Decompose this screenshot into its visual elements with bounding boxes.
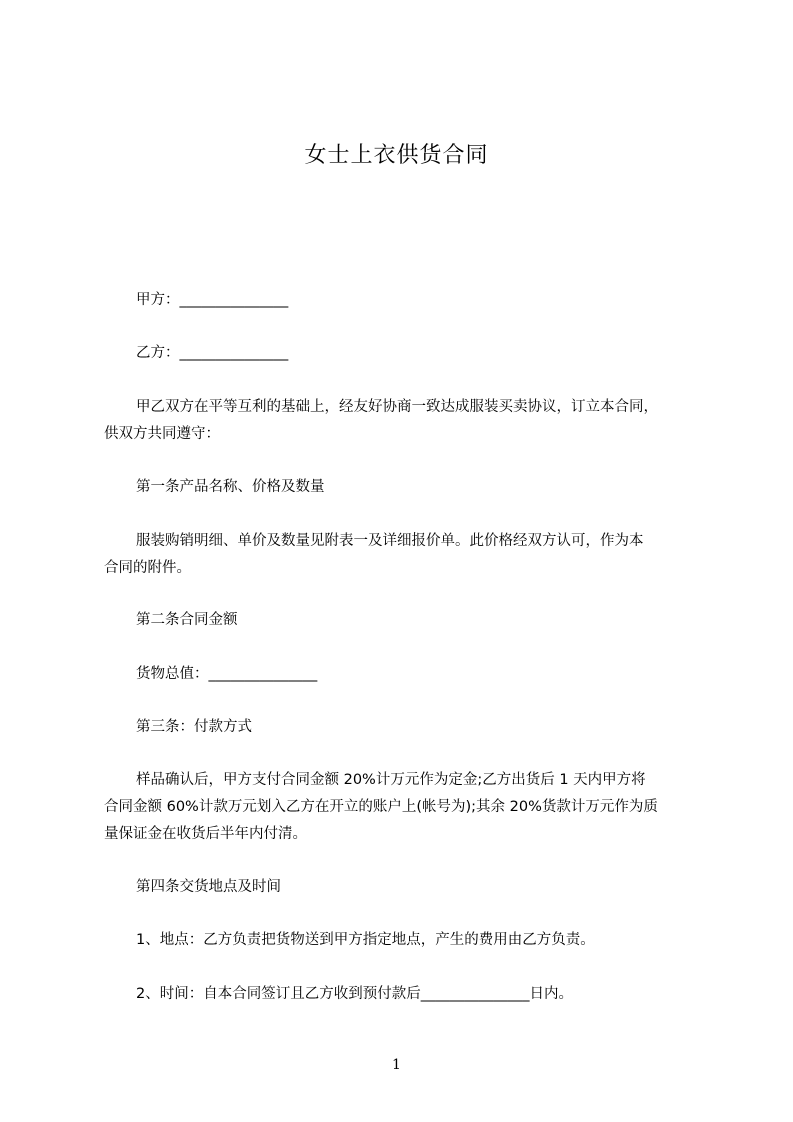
article-3-heading: 第三条：付款方式 — [136, 719, 252, 735]
intro-paragraph-line-2: 供双方共同遵守： — [104, 426, 220, 442]
article-4-heading: 第四条交货地点及时间 — [136, 879, 281, 895]
total-value-line: 货物总值：_______________ — [136, 666, 318, 682]
article-1-heading: 第一条产品名称、价格及数量 — [136, 479, 325, 495]
party-b-line: 乙方：_______________ — [136, 345, 289, 361]
party-a-line: 甲方：_______________ — [136, 292, 289, 308]
delivery-location-item: 1、地点：乙方负责把货物送到甲方指定地点，产生的费用由乙方负责。 — [136, 932, 595, 948]
article-3-body-line-3: 量保证金在收货后半年内付清。 — [104, 826, 307, 842]
article-1-body-line-2: 合同的附件。 — [104, 560, 191, 576]
delivery-time-item: 2、时间：自本合同签订且乙方收到预付款后_______________日内。 — [136, 986, 573, 1002]
page-number: 1 — [392, 1057, 401, 1073]
article-3-body-line-2: 合同金额 60%计款万元划入乙方在开立的账户上(帐号为);其余 20%货款计万元作为质 — [104, 799, 658, 815]
article-3-body-line-1: 样品确认后，甲方支付合同金额 20%计万元作为定金;乙方出货后 1 天内甲方将 — [136, 772, 646, 788]
document-title: 女士上衣供货合同 — [304, 143, 489, 168]
article-1-body-line-1: 服装购销明细、单价及数量见附表一及详细报价单。此价格经双方认可，作为本 — [136, 533, 644, 549]
article-2-heading: 第二条合同金额 — [136, 612, 238, 628]
intro-paragraph-line-1: 甲乙双方在平等互利的基础上，经友好协商一致达成服装买卖协议，订立本合同， — [136, 399, 658, 415]
